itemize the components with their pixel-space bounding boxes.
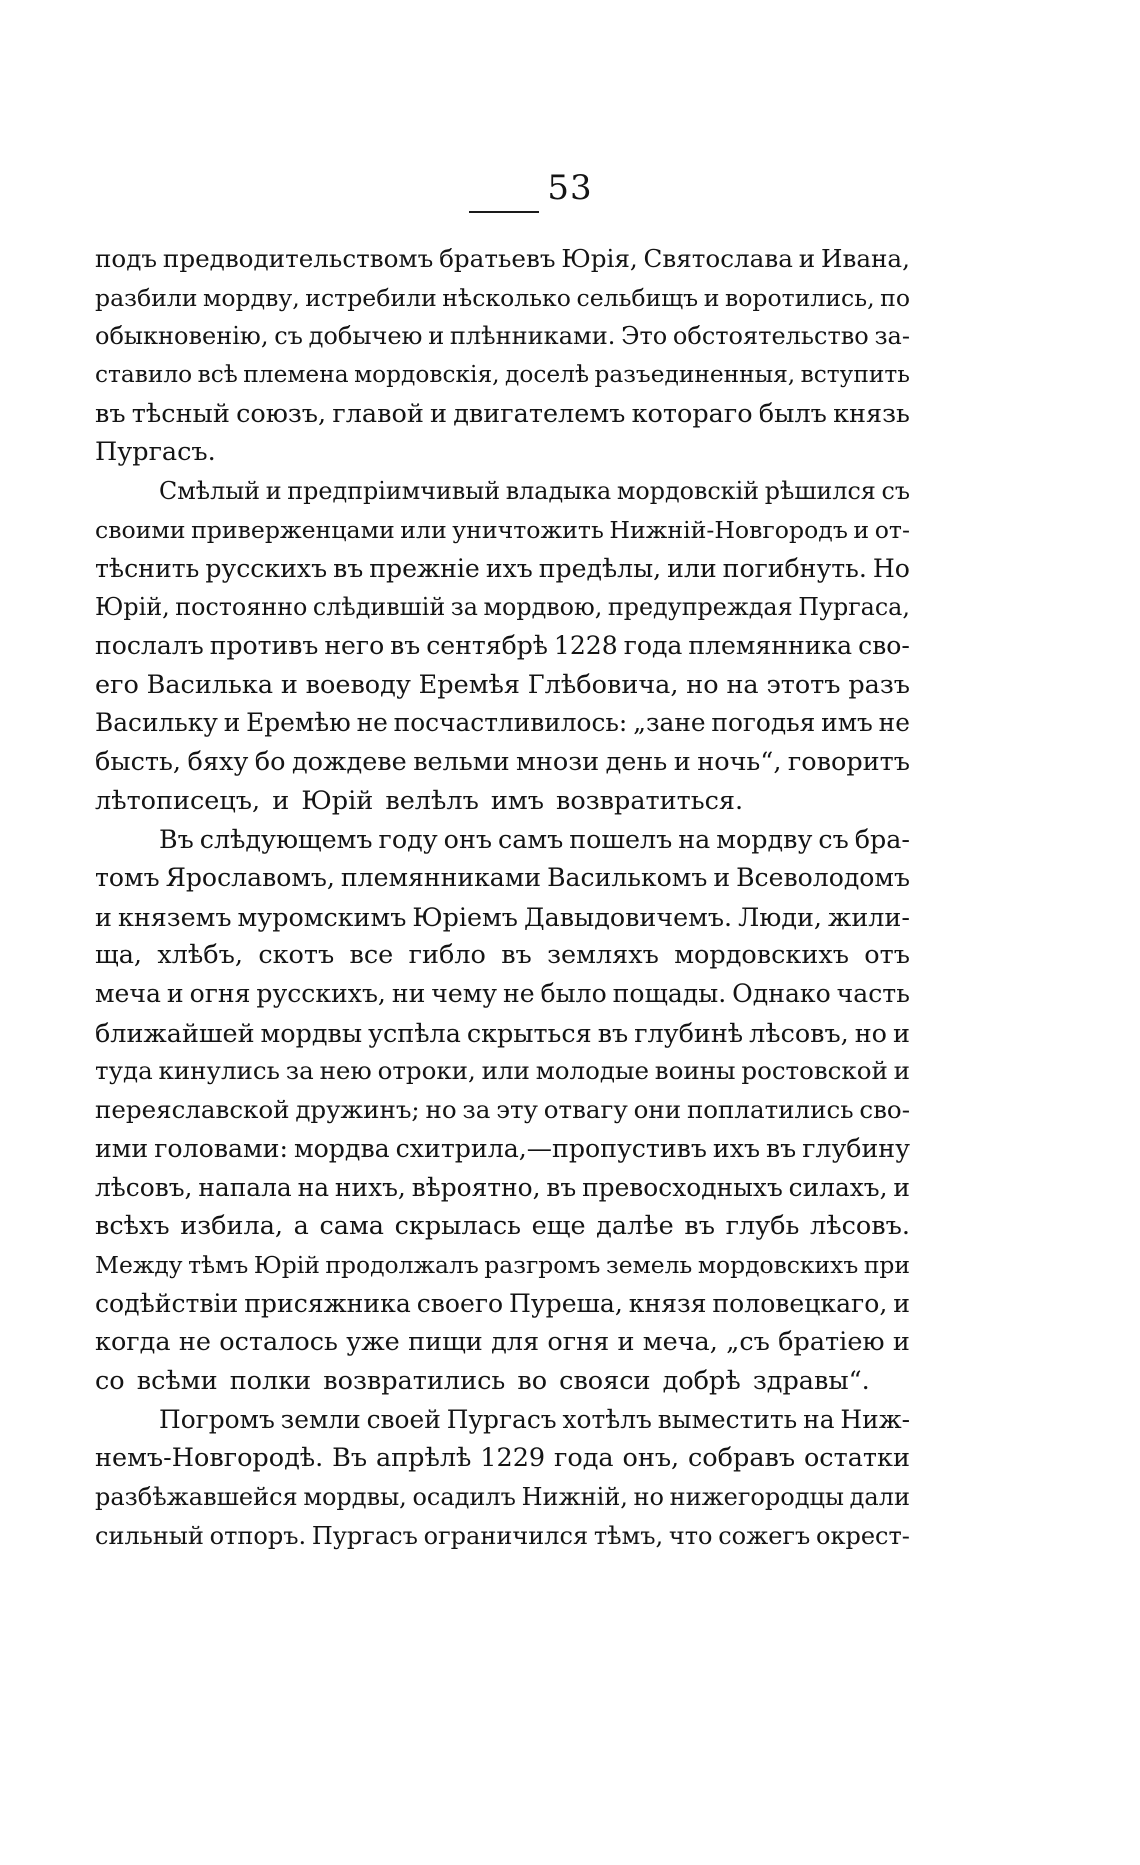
word: ихъ — [712, 1133, 760, 1163]
word: Люди, — [738, 901, 822, 932]
word: гибло — [408, 940, 486, 971]
word: мордву, — [203, 283, 300, 312]
word: всѣхъ — [95, 1211, 170, 1242]
word: отъ — [864, 940, 910, 971]
word: лѣсовъ, — [749, 1017, 849, 1048]
word: нею — [319, 1056, 372, 1086]
text-line — [95, 1517, 910, 1556]
word: въ — [333, 553, 364, 583]
word: Ниж- — [840, 1404, 910, 1434]
word: ща, — [95, 940, 143, 971]
word: земель — [605, 1250, 693, 1279]
text-line — [95, 588, 910, 627]
word: сельбищъ — [576, 283, 699, 312]
text-line — [95, 511, 910, 550]
word: Между — [95, 1250, 183, 1279]
word: Это — [621, 322, 668, 351]
word: Ивана, — [820, 244, 910, 273]
word: мордвою, — [483, 593, 603, 622]
word: меча, — [642, 1327, 718, 1358]
word: прежніе — [369, 553, 480, 583]
word: и — [892, 1327, 910, 1358]
word: тѣснить — [95, 553, 200, 583]
word: далѣе — [596, 1211, 674, 1242]
word: схитрила,—пропустивъ — [395, 1133, 707, 1163]
word: братіею — [778, 1327, 885, 1358]
text-line — [95, 666, 910, 705]
word: скрылась — [394, 1211, 522, 1242]
word: окрест- — [816, 1521, 910, 1550]
word: на — [678, 824, 711, 855]
word: остатки — [803, 1443, 910, 1474]
word: разъ — [848, 669, 910, 700]
word: пищи — [408, 1327, 483, 1358]
word: воротились, — [725, 283, 875, 312]
word: мордвы — [260, 1017, 363, 1048]
word: ближайшей — [95, 1017, 255, 1048]
text-line — [95, 1014, 910, 1053]
word: превосходныхъ — [582, 1172, 783, 1202]
word: союзъ, — [236, 398, 327, 429]
word: предводительствомъ — [162, 244, 434, 273]
word: но — [633, 1483, 664, 1511]
word: этотъ — [766, 669, 841, 700]
text-line — [95, 1052, 910, 1091]
text-line — [95, 1285, 910, 1324]
text-line — [95, 975, 910, 1014]
word: осталось — [219, 1327, 338, 1358]
word: своей — [366, 1404, 441, 1434]
word: ночь“, — [697, 746, 782, 777]
word: за — [285, 1056, 314, 1086]
word: еще — [531, 1211, 586, 1242]
word: земляхъ — [547, 940, 659, 971]
text-line — [95, 1323, 910, 1362]
word: присяжника — [244, 1288, 411, 1318]
word: от- — [874, 515, 910, 544]
word: слѣдившій — [312, 593, 446, 622]
word: мнози — [516, 746, 600, 777]
word: предпріимчивый — [287, 477, 501, 506]
text-line — [95, 356, 910, 395]
word: день — [605, 746, 668, 777]
word: 1229 — [480, 1443, 546, 1474]
word: не — [356, 708, 388, 738]
word: послалъ — [95, 630, 204, 660]
word: на — [803, 1404, 835, 1434]
word: бра- — [854, 824, 910, 855]
word: истребили — [305, 283, 437, 312]
word: кинулись — [158, 1056, 280, 1086]
word: нихъ, — [334, 1172, 406, 1202]
word: вельми — [413, 746, 510, 777]
text-line — [95, 627, 910, 666]
word: сво- — [858, 630, 910, 660]
word: и — [673, 746, 691, 777]
word: погибнуть. — [722, 553, 867, 583]
word: сожегъ — [718, 1521, 811, 1550]
word: Юрія, — [561, 244, 638, 273]
word: вѣроятно, — [411, 1172, 541, 1202]
word: разбили — [95, 283, 198, 312]
word: и — [166, 979, 184, 1009]
word: и — [280, 669, 298, 700]
word: ставило — [95, 361, 193, 389]
text-line: со всѣми полки возвратились во свояси добрѣ здравы“. — [95, 1365, 870, 1396]
body-text — [95, 240, 910, 1555]
word: рѣшился — [764, 477, 876, 506]
text-line — [95, 704, 910, 743]
word: самъ — [498, 824, 564, 855]
word: обстоятельство — [672, 322, 869, 351]
word: или — [481, 1056, 530, 1086]
word: эту — [496, 1095, 538, 1125]
word: муромскимъ — [237, 901, 407, 932]
word: а — [293, 1211, 309, 1242]
word: сильный — [95, 1521, 204, 1550]
text-line — [95, 279, 910, 318]
word: и — [853, 515, 870, 544]
word: осадилъ — [412, 1483, 516, 1511]
word: скрыться — [466, 1017, 592, 1048]
word: они — [633, 1095, 682, 1125]
text-line — [95, 1169, 910, 1208]
word: Въ — [332, 1443, 368, 1474]
word: князя — [628, 1288, 707, 1318]
word: пощады. — [612, 979, 727, 1009]
word: дождеве — [291, 746, 407, 777]
word: съ — [818, 824, 849, 855]
word: меча — [95, 979, 161, 1009]
word: Но — [872, 553, 910, 583]
word: и — [892, 1017, 910, 1048]
word: было — [540, 979, 607, 1009]
text-line — [95, 317, 910, 356]
word: вступить — [800, 361, 910, 389]
word: онъ — [443, 824, 493, 855]
word: не — [878, 708, 910, 738]
word: избила, — [180, 1211, 284, 1242]
word: въ — [684, 1211, 715, 1242]
word: мордву — [716, 824, 813, 855]
word: въ — [546, 1172, 577, 1202]
word: и — [617, 1327, 635, 1358]
word: Нижній, — [521, 1483, 628, 1511]
word: Пургаса, — [798, 593, 910, 622]
word: головами: — [154, 1133, 288, 1163]
word: подъ — [95, 244, 158, 273]
word: года — [623, 630, 683, 660]
word: лѣсовъ, — [95, 1172, 193, 1202]
word: все — [349, 940, 394, 971]
word: напала — [198, 1172, 292, 1202]
word: разъединенныя, — [594, 361, 796, 389]
word: добычею — [308, 322, 423, 351]
word: успѣла — [368, 1017, 461, 1048]
word: на — [297, 1172, 330, 1202]
word: собравъ — [688, 1443, 796, 1474]
word: и — [95, 901, 112, 932]
word: отвагу — [543, 1095, 628, 1125]
word: ни — [391, 979, 426, 1009]
text-line — [95, 1478, 910, 1517]
word: Юрій, — [95, 593, 170, 622]
word: половецкаго, — [712, 1288, 888, 1318]
text-line — [95, 936, 910, 975]
word: посчастливилось: — [393, 708, 628, 738]
word: выместить — [657, 1404, 798, 1434]
word: приверженцами — [191, 515, 395, 544]
word: огня — [547, 1327, 610, 1358]
word: съ — [881, 477, 910, 506]
word: молодые — [535, 1056, 649, 1086]
word: содѣйствіи — [95, 1288, 239, 1318]
word: отпоръ. — [209, 1521, 307, 1550]
word: въ — [390, 630, 421, 660]
word: Василька — [146, 669, 274, 700]
word: мордовскій — [616, 477, 760, 506]
word: мордовскихъ — [697, 1250, 859, 1279]
word: Васильку — [95, 708, 218, 738]
text-line — [95, 859, 910, 898]
text-line — [95, 472, 910, 511]
page-number-rule — [469, 211, 539, 213]
text-line — [95, 1246, 910, 1285]
word: при — [863, 1250, 910, 1279]
word: Василькомъ — [547, 863, 708, 892]
word: и — [703, 283, 720, 312]
word: владыка — [505, 477, 612, 506]
text-line — [95, 1401, 910, 1440]
word: Юрій — [253, 1250, 320, 1279]
word: часть — [836, 979, 910, 1009]
text-line — [95, 1130, 910, 1169]
word: него — [324, 630, 385, 660]
word: чему — [431, 979, 498, 1009]
word: но — [854, 1017, 887, 1048]
word: обыкновенію, — [95, 322, 269, 351]
word: но — [686, 669, 719, 700]
word: котораго — [631, 398, 753, 429]
word: предѣлы, — [538, 553, 662, 583]
word: Еремѣю — [246, 708, 351, 738]
word: по — [880, 283, 910, 312]
text-line — [95, 240, 910, 279]
word: своими — [95, 515, 186, 544]
word: Ярославомъ, — [165, 863, 335, 892]
word: „зане — [633, 708, 706, 738]
word: противъ — [209, 630, 319, 660]
word: Глѣбовича, — [527, 669, 679, 700]
word: и — [893, 1288, 910, 1318]
page-number: 53 — [547, 168, 593, 208]
word: князь — [833, 398, 910, 429]
word: погодья — [711, 708, 816, 738]
word: отроки, — [377, 1056, 476, 1086]
word: Погромъ — [159, 1404, 275, 1434]
word: за — [462, 1095, 491, 1125]
word: тѣмъ, — [593, 1521, 664, 1550]
word: туда — [95, 1056, 153, 1086]
word: не — [502, 979, 535, 1009]
word: для — [491, 1327, 540, 1358]
word: дали — [849, 1483, 910, 1511]
word: въ — [95, 398, 126, 429]
word: бысть, — [95, 746, 182, 777]
word: всѣ — [197, 361, 238, 389]
word: поплатились — [686, 1095, 854, 1125]
word: его — [95, 669, 139, 700]
word: дружинъ; — [295, 1095, 420, 1125]
word: братьевъ — [439, 244, 556, 273]
word: году — [378, 824, 438, 855]
word: воеводу — [305, 669, 411, 700]
word: слѣдующемъ — [199, 824, 373, 855]
word: Давыдовичемъ. — [523, 901, 733, 932]
word: постоянно — [175, 593, 308, 622]
word: что — [668, 1521, 713, 1550]
word: княземъ — [117, 901, 232, 932]
word: мордва — [293, 1133, 390, 1163]
word: или — [667, 553, 717, 583]
word: съ — [274, 322, 303, 351]
text-line: Пургасъ. — [95, 437, 216, 468]
word: разгромъ — [484, 1250, 601, 1279]
word: сентябрѣ — [426, 630, 548, 660]
word: 1228 — [553, 630, 618, 660]
word: глубь — [725, 1211, 800, 1242]
word: племянниками — [340, 863, 542, 892]
word: племена — [243, 361, 349, 389]
word: уже — [346, 1327, 400, 1358]
word: Еремѣя — [418, 669, 520, 700]
word: ростовской — [741, 1056, 888, 1086]
word: Пуреша, — [509, 1288, 623, 1318]
text-line: лѣтописецъ, и Юрій велѣлъ имъ возвратиться. — [95, 785, 744, 816]
word: своего — [416, 1288, 504, 1318]
word: племянника — [688, 630, 853, 660]
text-line — [95, 550, 910, 589]
word: мордовскихъ — [674, 940, 849, 971]
word: „съ — [726, 1327, 770, 1358]
word: Однако — [732, 979, 831, 1009]
word: за- — [874, 322, 910, 351]
word: апрѣлѣ — [375, 1443, 472, 1474]
text-line — [95, 820, 910, 859]
word: доселѣ — [505, 361, 589, 389]
word: Пургасъ — [311, 1521, 418, 1550]
word: глубину — [802, 1133, 910, 1163]
word: въ — [501, 940, 532, 971]
word: въ — [597, 1017, 629, 1048]
word: и — [428, 322, 445, 351]
text-line — [95, 1207, 910, 1246]
word: говоритъ — [787, 746, 910, 777]
word: за — [450, 593, 478, 622]
word: ими — [95, 1133, 149, 1163]
word: земли — [280, 1404, 361, 1434]
word: хлѣбъ, — [157, 940, 243, 971]
word: русскихъ — [205, 553, 328, 583]
word: Смѣлый — [159, 477, 261, 506]
word: и — [893, 1056, 910, 1086]
word: и — [223, 708, 241, 738]
word: воины — [654, 1056, 736, 1086]
word: глубинѣ — [634, 1017, 744, 1048]
word: или — [400, 515, 447, 544]
word: главой — [332, 398, 424, 429]
text-line — [95, 898, 910, 937]
word: Нижній-Новгородъ — [609, 515, 848, 544]
word: и — [893, 1172, 910, 1202]
word: имъ — [821, 708, 873, 738]
word: въ — [765, 1133, 797, 1163]
word: бяху — [187, 746, 249, 777]
text-line — [95, 743, 910, 782]
word: бо — [254, 746, 286, 777]
word: на — [726, 669, 759, 700]
word: скотъ — [258, 940, 335, 971]
word: не — [178, 1327, 211, 1358]
word: ограничился — [423, 1521, 589, 1550]
word: уничтожить — [452, 515, 604, 544]
word: ихъ — [485, 553, 533, 583]
word: лѣсовъ. — [810, 1211, 910, 1242]
word: онъ, — [622, 1443, 680, 1474]
word: Въ — [159, 824, 194, 855]
text-line — [95, 1439, 910, 1478]
word: предупреждая — [607, 593, 793, 622]
word: Всеволодомъ — [736, 863, 910, 892]
word: нѣсколько — [442, 283, 571, 312]
word: жили- — [828, 901, 910, 932]
word: мордвы, — [303, 1483, 407, 1511]
word: плѣнниками. — [449, 322, 616, 351]
text-line — [95, 1091, 910, 1130]
word: огня — [189, 979, 251, 1009]
word: и — [265, 477, 282, 506]
word: тѣсный — [131, 398, 230, 429]
word: и — [430, 398, 448, 429]
word: переяславской — [95, 1095, 290, 1125]
word: Пургасъ — [446, 1404, 557, 1434]
word: нижегородцы — [669, 1483, 844, 1511]
word: когда — [95, 1327, 171, 1358]
word: Юріемъ — [412, 901, 518, 932]
word: русскихъ, — [256, 979, 386, 1009]
word: года — [554, 1443, 614, 1474]
word: пошелъ — [569, 824, 673, 855]
word: немъ-Новгородѣ. — [95, 1443, 324, 1474]
word: Святослава — [643, 244, 793, 273]
word: двигателемъ — [453, 398, 626, 429]
word: разбѣжавшейся — [95, 1483, 298, 1511]
word: былъ — [758, 398, 827, 429]
word: томъ — [95, 863, 160, 892]
word: продолжалъ — [325, 1250, 479, 1279]
word: силахъ, — [788, 1172, 888, 1202]
word: сво- — [859, 1095, 910, 1125]
text-line — [95, 395, 910, 434]
word: и — [798, 244, 816, 273]
word: мордовскія, — [354, 361, 500, 389]
word: и — [713, 863, 731, 892]
word: сама — [319, 1211, 384, 1242]
word: но — [425, 1095, 457, 1125]
word: хотѣлъ — [562, 1404, 652, 1434]
word: тѣмъ — [188, 1250, 249, 1279]
